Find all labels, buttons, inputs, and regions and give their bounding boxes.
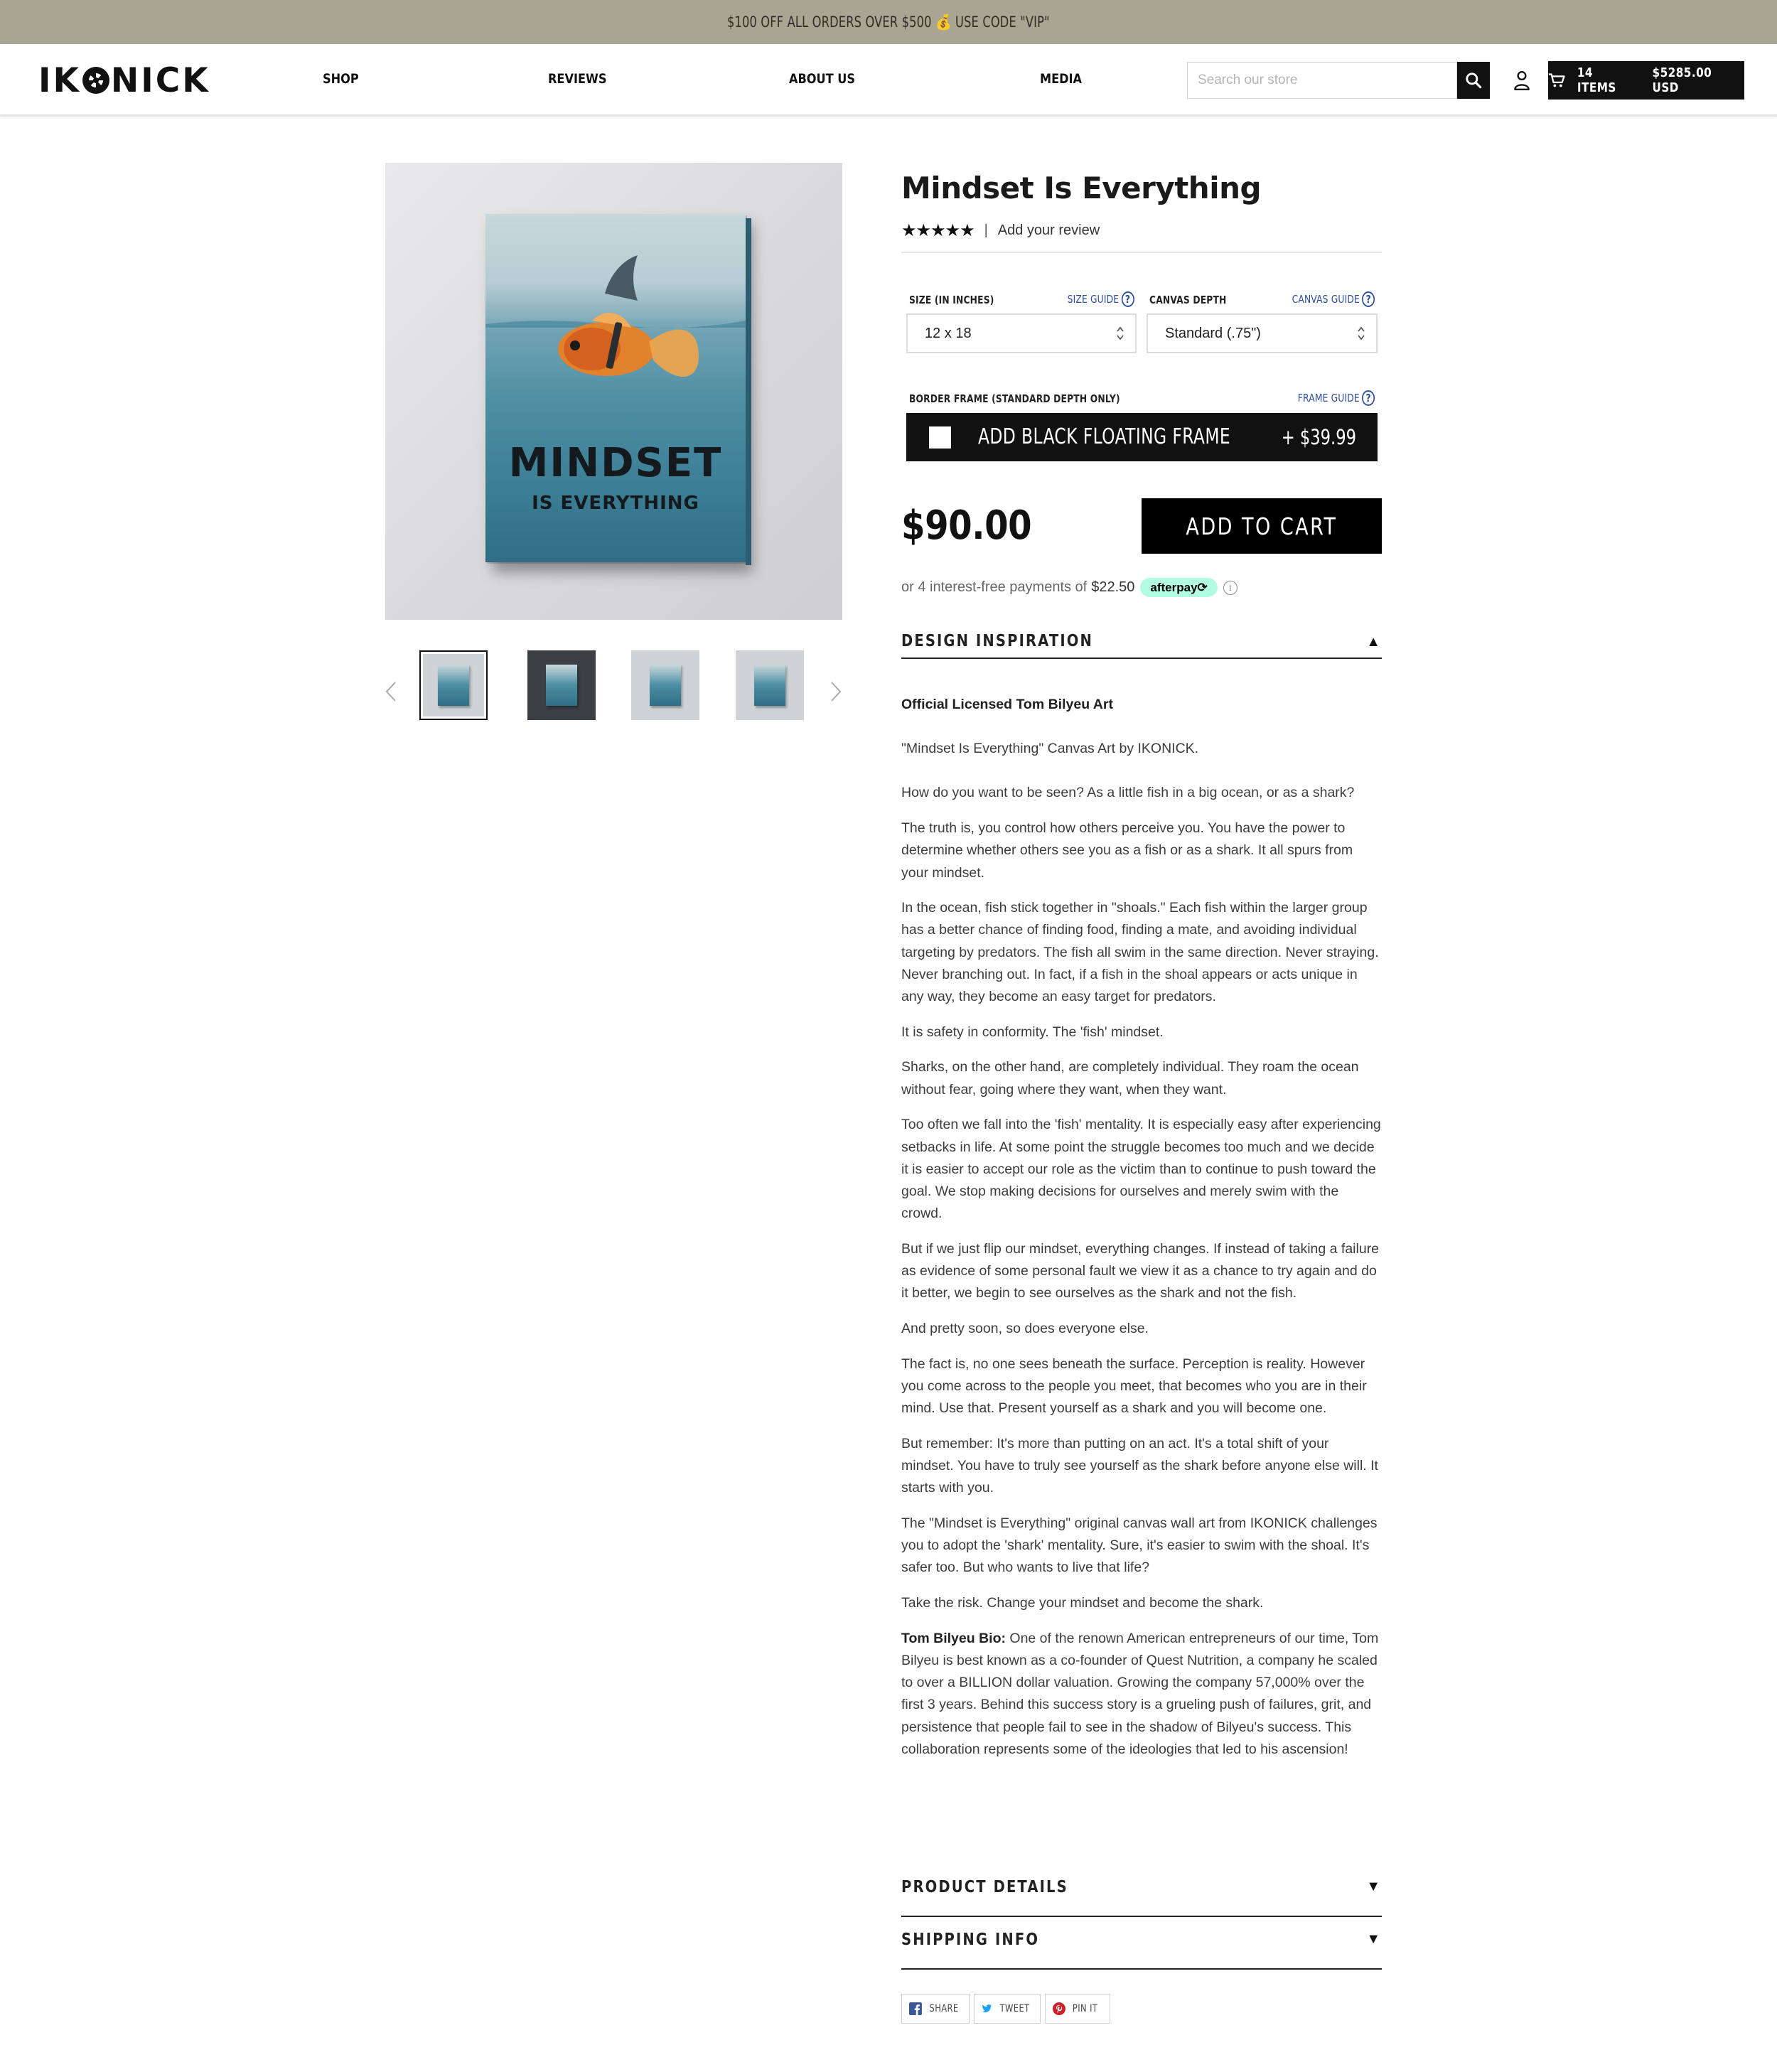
cart-button[interactable] bbox=[1548, 61, 1744, 100]
pinterest-icon bbox=[1053, 2002, 1065, 2015]
logo-wheel-icon bbox=[82, 67, 109, 94]
search-input[interactable] bbox=[1198, 73, 1456, 88]
site-header bbox=[0, 44, 1777, 117]
description-paragraph: The "Mindset is Everything" original canvas wall art from IKONICK challenges you to adopt the 'shark' mentality. Sure, it's easier to swim with the shoal. It's safer too. But who wants to live that life? bbox=[901, 1515, 1378, 1576]
pinterest-pin-button[interactable] bbox=[1045, 1994, 1110, 2024]
add-frame-toggle[interactable] bbox=[906, 413, 1378, 461]
canvas-guide-link[interactable]: CANVAS GUIDE ? bbox=[1292, 291, 1375, 307]
search-button[interactable] bbox=[1457, 62, 1490, 99]
account-button[interactable] bbox=[1509, 68, 1535, 93]
bio-paragraph bbox=[901, 1628, 1383, 1761]
announcement-bar bbox=[0, 0, 1777, 44]
afterpay-logo: afterpay⟳ bbox=[1140, 578, 1217, 597]
nav-shop[interactable]: SHOP bbox=[323, 71, 359, 87]
frame-button-price: + $39.99 bbox=[1281, 425, 1356, 449]
search-icon bbox=[1464, 71, 1483, 90]
nav-reviews[interactable]: REVIEWS bbox=[548, 71, 607, 87]
frame-guide-link[interactable]: FRAME GUIDE ? bbox=[1298, 390, 1375, 406]
thumbnail-image[interactable] bbox=[631, 650, 699, 720]
facebook-share-button[interactable] bbox=[901, 1994, 970, 2024]
thumbnail-image[interactable] bbox=[527, 650, 596, 720]
accordion-title: DESIGN INSPIRATION bbox=[901, 632, 1093, 650]
help-icon: ? bbox=[1122, 291, 1134, 307]
product-rating bbox=[901, 220, 1100, 241]
frame-button-label: ADD BLACK FLOATING FRAME bbox=[978, 424, 1231, 449]
nav-about-us[interactable]: ABOUT US bbox=[789, 71, 856, 87]
description-paragraph: And pretty soon, so does everyone else. bbox=[901, 1320, 1149, 1336]
description-paragraph: In the ocean, fish stick together in "shoals." Each fish within the larger group has a better chance of finding food, finding a mate, and avoiding individual targeting by predators. The fish all swim in the same direction. Never straying. Never branching out. In fact, if a fish in the shoal appears or acts unique in any way, they become an easy target for predators. bbox=[901, 900, 1379, 1005]
description-paragraph: "Mindset Is Everything" Canvas Art by IKONICK. bbox=[901, 741, 1199, 757]
add-to-cart-label: ADD TO CART bbox=[1186, 512, 1338, 540]
twitter-tweet-button[interactable] bbox=[974, 1994, 1041, 2024]
triangle-down-icon: ▼ bbox=[1366, 1931, 1380, 1947]
help-icon: ? bbox=[1362, 291, 1375, 307]
product-description bbox=[901, 694, 1383, 1773]
afterpay-text: or 4 interest-free payments of bbox=[901, 579, 1088, 595]
thumbnail-next-button[interactable] bbox=[827, 679, 844, 704]
afterpay-amount: $22.50 bbox=[1091, 579, 1135, 595]
product-title: Mindset Is Everything bbox=[901, 171, 1262, 205]
depth-select-value: Standard (.75") bbox=[1165, 325, 1261, 341]
logo-text-left: IK bbox=[38, 60, 81, 100]
user-icon bbox=[1513, 70, 1531, 91]
chevron-updown-icon bbox=[1356, 325, 1366, 342]
accordion-title: PRODUCT DETAILS bbox=[901, 1878, 1068, 1896]
triangle-up-icon: ▲ bbox=[1366, 634, 1380, 650]
size-select[interactable] bbox=[906, 313, 1137, 353]
size-label: SIZE (IN INCHES) bbox=[909, 294, 994, 306]
art-title-text: MINDSET bbox=[508, 440, 723, 486]
goldfish-shark-illustration bbox=[485, 214, 746, 427]
triangle-down-icon: ▼ bbox=[1366, 1879, 1380, 1894]
description-paragraph: But if we just flip our mindset, everything changes. If instead of taking a failure as evidence of some personal fault we view it as a chance to try again and do it better, we begin to see ourselves as the shark and not the fish. bbox=[901, 1240, 1380, 1301]
description-paragraph: The truth is, you control how others perceive you. You have the power to determine whether others see you as a fish or as a shark. It all spurs from your mindset. bbox=[901, 820, 1353, 881]
description-paragraph: But remember: It's more than putting on an act. It's a total shift of your mindset. You have to truly see yourself as the shark before anyone else will. It starts with you. bbox=[901, 1435, 1378, 1496]
description-paragraph: Too often we fall into the 'fish' mentality. It is especially easy after experiencing setbacks in life. At some point the struggle becomes too much and we decide it is easier to accept our role as the victim than to continue to push toward the goal. We stop making decisions for ourselves and merely swim with the crowd. bbox=[901, 1117, 1381, 1222]
chevron-updown-icon bbox=[1115, 325, 1125, 342]
size-guide-link[interactable]: SIZE GUIDE ? bbox=[1068, 291, 1134, 307]
accordion-title: SHIPPING INFO bbox=[901, 1931, 1040, 1949]
rating-separator: | bbox=[984, 222, 988, 238]
nav-media[interactable]: MEDIA bbox=[1040, 71, 1083, 87]
art-subtitle-text: IS EVERYTHING bbox=[532, 493, 699, 514]
info-icon[interactable]: i bbox=[1223, 581, 1238, 595]
tweet-label: TWEET bbox=[999, 2003, 1030, 2014]
announcement-text: $100 OFF ALL ORDERS OVER $500 💰 USE CODE "VIP" bbox=[727, 13, 1050, 31]
frame-label: BORDER FRAME (STANDARD DEPTH ONLY) bbox=[909, 392, 1120, 405]
chevron-left-icon bbox=[385, 681, 397, 702]
divider bbox=[901, 252, 1382, 253]
help-icon: ? bbox=[1362, 390, 1375, 406]
description-paragraph: Take the risk. Change your mindset and become the shark. bbox=[901, 1595, 1264, 1611]
pin-label: PIN IT bbox=[1072, 2003, 1098, 2014]
share-label: SHARE bbox=[929, 2003, 959, 2014]
ikonick-logo[interactable] bbox=[38, 60, 210, 100]
description-paragraph: It is safety in conformity. The 'fish' mindset. bbox=[901, 1024, 1164, 1040]
thumbnail-image[interactable] bbox=[419, 650, 488, 720]
search-field bbox=[1187, 62, 1457, 99]
rating-stars: ★★★★★ bbox=[901, 221, 975, 240]
thumbnail-image[interactable] bbox=[736, 650, 804, 720]
shipping-info-accordion[interactable] bbox=[901, 1930, 1382, 1970]
design-inspiration-accordion[interactable] bbox=[901, 632, 1382, 659]
add-to-cart-button[interactable] bbox=[1142, 498, 1382, 554]
add-review-link[interactable]: Add your review bbox=[997, 222, 1100, 238]
cart-item-count: 14 ITEMS bbox=[1577, 65, 1617, 95]
cart-icon bbox=[1548, 73, 1565, 88]
logo-text-right: NICK bbox=[110, 60, 210, 100]
depth-label: CANVAS DEPTH bbox=[1149, 294, 1227, 306]
depth-select[interactable] bbox=[1147, 313, 1378, 353]
thumbnail-prev-button[interactable] bbox=[382, 679, 399, 704]
size-select-value: 12 x 18 bbox=[925, 325, 972, 341]
description-paragraph: The fact is, no one sees beneath the surface. Perception is reality. However you come across to the people you meet, that becomes who you are in their mind. Use that. Present yourself as a shark and you will become one. bbox=[901, 1356, 1367, 1417]
product-main-image[interactable] bbox=[385, 163, 842, 620]
bio-label: Tom Bilyeu Bio: bbox=[901, 1630, 1006, 1646]
product-details-accordion[interactable] bbox=[901, 1877, 1382, 1917]
product-price: $90.00 bbox=[901, 503, 1032, 549]
description-lead: Official Licensed Tom Bilyeu Art bbox=[901, 697, 1113, 712]
afterpay-info bbox=[901, 578, 1238, 597]
cart-total: $5285.00 USD bbox=[1652, 65, 1712, 95]
canvas-art-image bbox=[485, 214, 746, 562]
description-paragraph: Sharks, on the other hand, are completely individual. They roam the ocean without fear, going where they want, when they want. bbox=[901, 1059, 1359, 1097]
description-paragraph: How do you want to be seen? As a little fish in a big ocean, or as a shark? bbox=[901, 785, 1355, 801]
bio-text: One of the renown American entrepreneurs of our time, Tom Bilyeu is best known as a co-founder of Quest Nutrition, a company he scaled to over a BILLION dollar valuation. Growing the company 57,000% over the first 3 years. Behind this success story is a grueling push of failures, grit, and persistence that people fail to see in the shadow of Bilyeu's success. This collaboration represents some of the ideologies that led to his ascension! bbox=[901, 1630, 1379, 1757]
frame-checkbox[interactable] bbox=[929, 426, 951, 449]
facebook-icon bbox=[909, 2002, 922, 2015]
twitter-icon bbox=[982, 2002, 992, 2015]
chevron-right-icon bbox=[830, 681, 842, 702]
